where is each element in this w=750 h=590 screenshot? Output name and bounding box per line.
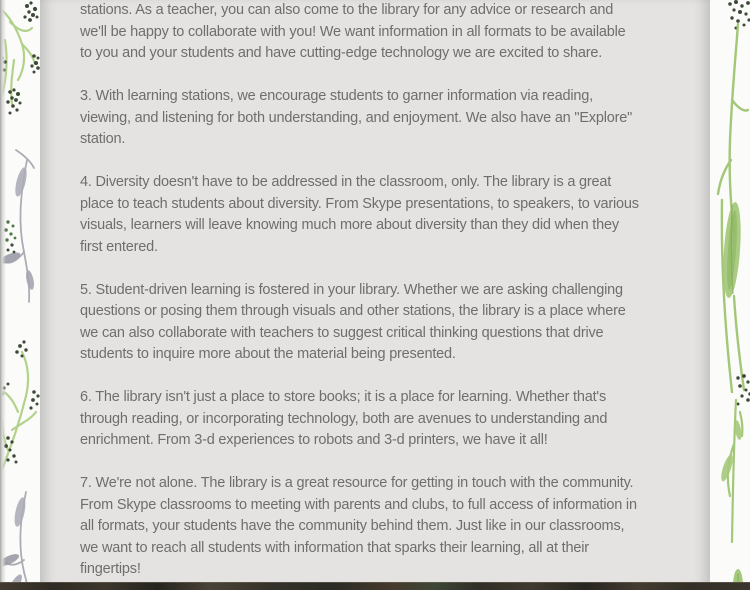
botanical-illustration-right bbox=[710, 0, 750, 590]
berry-cluster bbox=[4, 220, 16, 253]
window-edge-shadow bbox=[0, 0, 6, 590]
botanical-illustration-left bbox=[0, 0, 40, 590]
paragraph: 7. We're not alone. The library is a great resource for getting in touch with the community. From Skype classrooms to meeting with parents and clubs, to full access of information in all formats, your students have the community behind them. Just like in our classrooms, we want to reach all students with information that sparks their learning, all at their fingertips! bbox=[80, 475, 637, 577]
green-branch bbox=[2, 352, 36, 470]
paragraph: 5. Student-driven learning is fostered in your library. Whether we are asking challenging questions or posing them through visuals and other stations, the library is a place where we can also collaborate with teachers to suggest critical thinking questions that drive students to inquire more about the material being presented. bbox=[80, 281, 626, 362]
paragraph: stations. As a teacher, you can also come to the library for any advice or research and we'll be happy to collaborate with you! We want information in all formats to be available to you and your students and have cutting-edge technology we are excited to share. bbox=[80, 2, 626, 61]
berry-cluster bbox=[0, 340, 39, 463]
green-leaf bbox=[721, 202, 744, 299]
article-content-area bbox=[40, 0, 710, 590]
right-border-strip bbox=[710, 0, 750, 590]
left-border-strip bbox=[0, 0, 40, 590]
paragraph: 4. Diversity doesn't have to be addressed in the classroom, only. The library is a great place to teach students about diversity. From Skype presentations, to speakers, to various visuals, learners will leave knowing much more about diversity than they did when they first entered. bbox=[80, 174, 639, 255]
paragraph: 3. With learning stations, we encourage students to garner information via reading, viewing, and listening for both understanding, and enjoyment. We also have an "Explore" station. bbox=[80, 88, 633, 147]
article-text-column bbox=[80, 0, 696, 590]
paragraph: 6. The library isn't just a place to store books; it is a place for learning. Whether that's through reading, or incorporating technology, both are avenues to understanding and enrichment. From 3-d experiences to robots and 3-d printers, we have it all! bbox=[80, 389, 608, 448]
bottom-image-edge bbox=[0, 582, 750, 590]
